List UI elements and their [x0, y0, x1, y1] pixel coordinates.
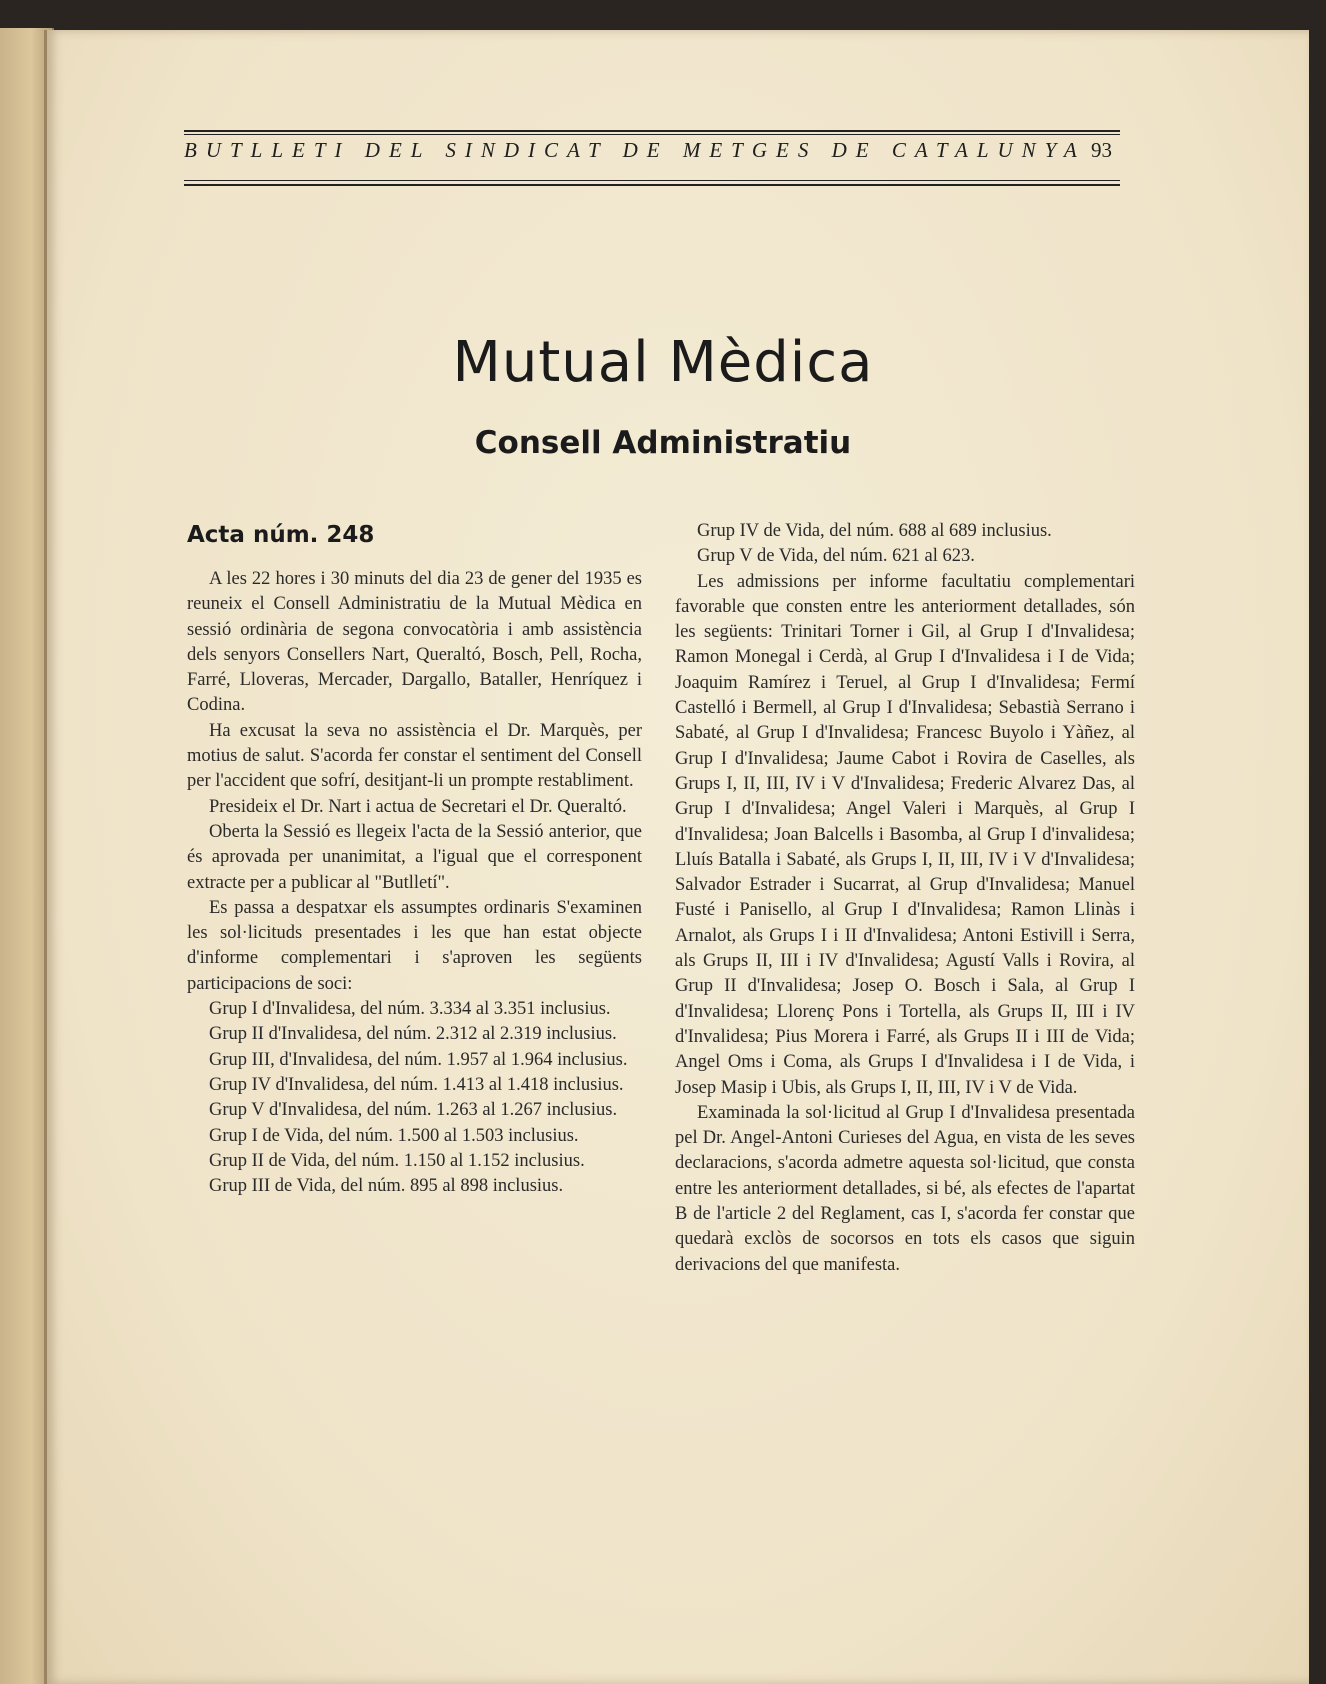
left-column: [187, 515, 642, 1199]
list-item: Grup III, d'Invalidesa, del núm. 1.957 al 1.964 inclusius.: [209, 1049, 628, 1070]
running-title: BUTLLETI DEL SINDICAT DE METGES DE CATALUNYA: [184, 138, 1086, 162]
header-rule-bottom-thin: [184, 180, 1120, 181]
list-item: Grup II d'Invalidesa, del núm. 2.312 al 2.319 inclusius.: [209, 1024, 617, 1045]
article-title: Mutual Mèdica: [452, 330, 874, 395]
page-number: 93: [1091, 138, 1112, 162]
left-column-body: [187, 567, 642, 1199]
paragraph: Es passa a despatxar els assumptes ordinaris S'examinen les sol·licituds presentades i les que han estat objecte d'informe complementari i s'aproven les següents participacions de soci:: [187, 897, 642, 994]
list-item: Grup IV d'Invalidesa, del núm. 1.413 al 1.418 inclusius.: [209, 1074, 624, 1095]
list-item: Grup IV de Vida, del núm. 688 al 689 inclusius.: [697, 521, 1052, 541]
header-rule-bottom: [184, 184, 1120, 186]
paragraph: A les 22 hores i 30 minuts del dia 23 de gener del 1935 es reuneix el Consell Administratiu de la Mutual Mèdica en sessió ordinària de segona convocatòria i amb assistència dels senyors Consellers Nart, Queraltó, Bosch, Pell, Rocha, Farré, Lloveras, Mercader, Dargallo, Bataller, Henríquez i Codina.: [187, 569, 642, 716]
paragraph: Examinada la sol·licitud al Grup I d'Invalidesa presentada pel Dr. Angel-Antoni Curieses del Agua, en vista de les seves declaracions, s'acorda admetre aquesta sol·licitud, que consta entre les anteriorment detallades, si bé, als efectes de l'apartat B de l'article 2 del Reglament, cas I, s'acorda fer constar que quedarà exclòs de socorsos en tots els casos que siguin derivacions del que manifesta.: [675, 1102, 1135, 1275]
article-subtitle: Consell Administratiu: [474, 425, 852, 461]
list-item: Grup III de Vida, del núm. 895 al 898 inclusius.: [209, 1176, 564, 1197]
header-rule-top: [184, 130, 1120, 132]
running-header: [140, 100, 1120, 200]
list-item: Grup II de Vida, del núm. 1.150 al 1.152 inclusius.: [209, 1150, 585, 1171]
list-item: Grup I de Vida, del núm. 1.500 al 1.503 inclusius.: [209, 1125, 579, 1146]
paragraph: Ha excusat la seva no assistència el Dr. Marquès, per motius de salut. S'acorda fer constar el sentiment del Consell per l'accident que sofrí, desitjant-li un prompte restabliment.: [187, 720, 642, 792]
header-rule-top-thin: [184, 134, 1120, 135]
paragraph: Les admissions per informe facultatiu complementari favorable que consten entre les anteriorment detallades, són les següents: Trinitari Torner i Gil, al Grup I d'Invalidesa; Ramon Monegal i Cerdà, al Grup I d'Invalidesa i I de Vida; Joaquim Ramírez i Teruel, al Grup I d'Invalidesa; Fermí Castelló i Bermell, al Grup I d'Invalidesa; Sebastià Serrano i Sabaté, al Grup I d'Invalidesa; Francesc Buyolo i Yàñez, al Grup I d'Invalidesa; Jaume Cabot i Rovira de Caselles, als Grups I, II, III, IV i V d'Invalidesa; Frederic Alvarez Das, al Grup I d'Invalidesa; Angel Valeri i Marquès, al Grup I d'Invalidesa; Joan Balcells i Basomba, al Grup I d'invalidesa; Lluís Batalla i Sabaté, als Grups I, II, III, IV i V d'Invalidesa; Salvador Estrader i Sucarrat, al Grup d'Invalidesa; Manuel Fusté i Panisello, al Grup I d'Invalidesa; Ramon Llinàs i Arnalot, als Grups I i II d'Invalidesa; Antoni Estivill i Serra, als Grups II, III i IV d'Invalidesa; Agustí Valls i Rovira, al Grup II d'Invalidesa; Josep O. Bosch i Sala, al Grup I d'Invalidesa; Llorenç Pons i Tortella, als Grups II, III i IV d'Invalidesa; Pius Morera i Farré, als Grups II i III de Vida; Angel Oms i Coma, als Grups I d'Invalidesa i I de Vida, i Josep Masip i Ubis, als Grups I, II, III, IV i V de Vida.: [675, 571, 1135, 1098]
paragraph: Presideix el Dr. Nart i actua de Secretari el Dr. Queraltó.: [209, 796, 627, 817]
list-item: Grup V d'Invalidesa, del núm. 1.263 al 1.267 inclusius.: [209, 1100, 618, 1121]
paragraph: Oberta la Sessió es llegeix l'acta de la Sessió anterior, que és aprovada per unanimitat, a l'igual que el corresponent extracte per a publicar al "Butlletí".: [187, 821, 642, 893]
section-heading: Acta núm. 248: [187, 522, 375, 548]
list-item: Grup I d'Invalidesa, del núm. 3.334 al 3.351 inclusius.: [209, 999, 611, 1020]
list-item: Grup V de Vida, del núm. 621 al 623.: [697, 546, 975, 567]
right-column: [675, 519, 1135, 1278]
